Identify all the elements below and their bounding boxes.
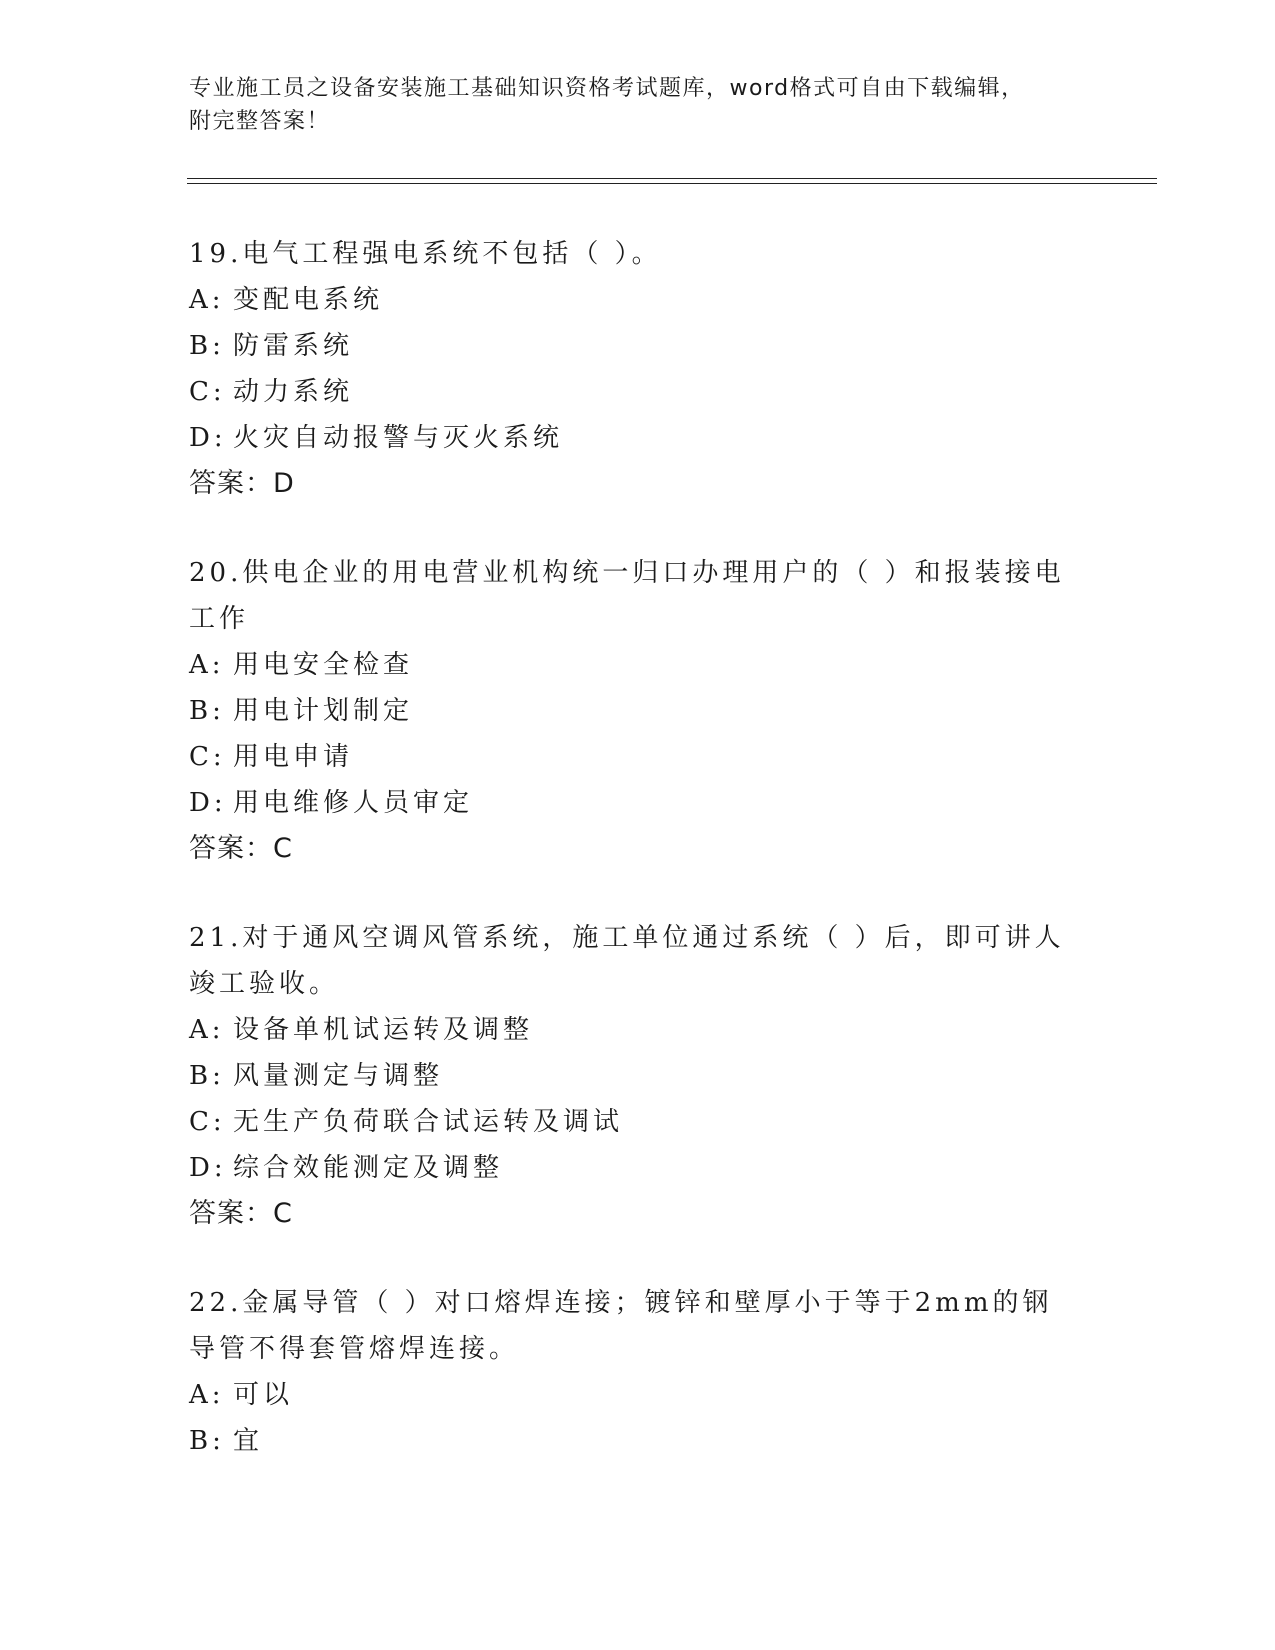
option-letter: B: [189,1061,225,1091]
question-number: 20. [189,558,243,588]
option-text: 无生产负荷联合试运转及调试 [233,1107,624,1137]
option-b [189,1418,1069,1464]
question-stem: 对于通风空调风管系统，施工单位通过系统（ ）后，即可讲人竣工验收。 [189,923,1065,999]
option-d [189,780,1069,826]
option-d [189,415,1069,461]
option-letter: B: [189,1426,225,1456]
option-text: 可以 [233,1380,294,1410]
option-b [189,323,1069,369]
option-text: 用电维修人员审定 [233,788,474,818]
question-text [189,915,1069,1007]
option-text: 火灾自动报警与灭火系统 [233,423,564,453]
option-a [189,1372,1069,1418]
option-a [189,642,1069,688]
question-list [189,231,1069,1507]
question-text [189,231,1069,277]
option-c [189,369,1069,415]
header-line-2: 附完整答案！ [189,109,331,134]
question-text [189,550,1069,642]
question-22 [189,1280,1069,1464]
header-rule-bottom [187,183,1157,184]
option-text: 防雷系统 [233,331,354,361]
question-stem: 金属导管（ ）对口熔焊连接；镀锌和壁厚小于等于2mm的钢导管不得套管熔焊连接。 [189,1288,1053,1364]
question-number: 19. [189,239,243,269]
option-letter: D: [189,788,227,818]
option-letter: C: [189,742,226,772]
question-stem: 电气工程强电系统不包括（ ）。 [242,239,662,269]
question-number: 22. [189,1288,243,1318]
answer: 答案：D [189,468,295,499]
option-text: 用电计划制定 [233,696,414,726]
option-text: 设备单机试运转及调整 [233,1015,534,1045]
question-19 [189,231,1069,507]
option-letter: B: [189,696,225,726]
header-line-1: 专业施工员之设备安装施工基础知识资格考试题库，word格式可自由下载编辑， [189,76,1025,101]
question-20 [189,550,1069,872]
option-letter: A: [189,285,225,315]
option-text: 宜 [233,1426,264,1456]
answer: 答案：C [189,1198,293,1229]
option-letter: A: [189,1380,225,1410]
option-a [189,277,1069,323]
option-b [189,688,1069,734]
option-text: 动力系统 [233,377,354,407]
option-b [189,1053,1069,1099]
option-letter: A: [189,1015,225,1045]
option-text: 综合效能测定及调整 [233,1153,504,1183]
option-d [189,1145,1069,1191]
option-c [189,734,1069,780]
option-text: 风量测定与调整 [233,1061,444,1091]
question-stem: 供电企业的用电营业机构统一归口办理用户的（ ）和报装接电工作 [189,558,1065,634]
option-letter: C: [189,1107,226,1137]
answer: 答案：C [189,833,293,864]
option-text: 用电申请 [233,742,354,772]
option-text: 用电安全检查 [233,650,414,680]
question-text [189,1280,1069,1372]
option-letter: C: [189,377,226,407]
question-21 [189,915,1069,1237]
question-number: 21. [189,923,243,953]
option-letter: B: [189,331,225,361]
header-rule-top [187,178,1157,179]
option-text: 变配电系统 [233,285,384,315]
option-a [189,1007,1069,1053]
option-c [189,1099,1069,1145]
option-letter: D: [189,1153,227,1183]
document-header [189,72,1089,138]
option-letter: D: [189,423,227,453]
option-letter: A: [189,650,225,680]
